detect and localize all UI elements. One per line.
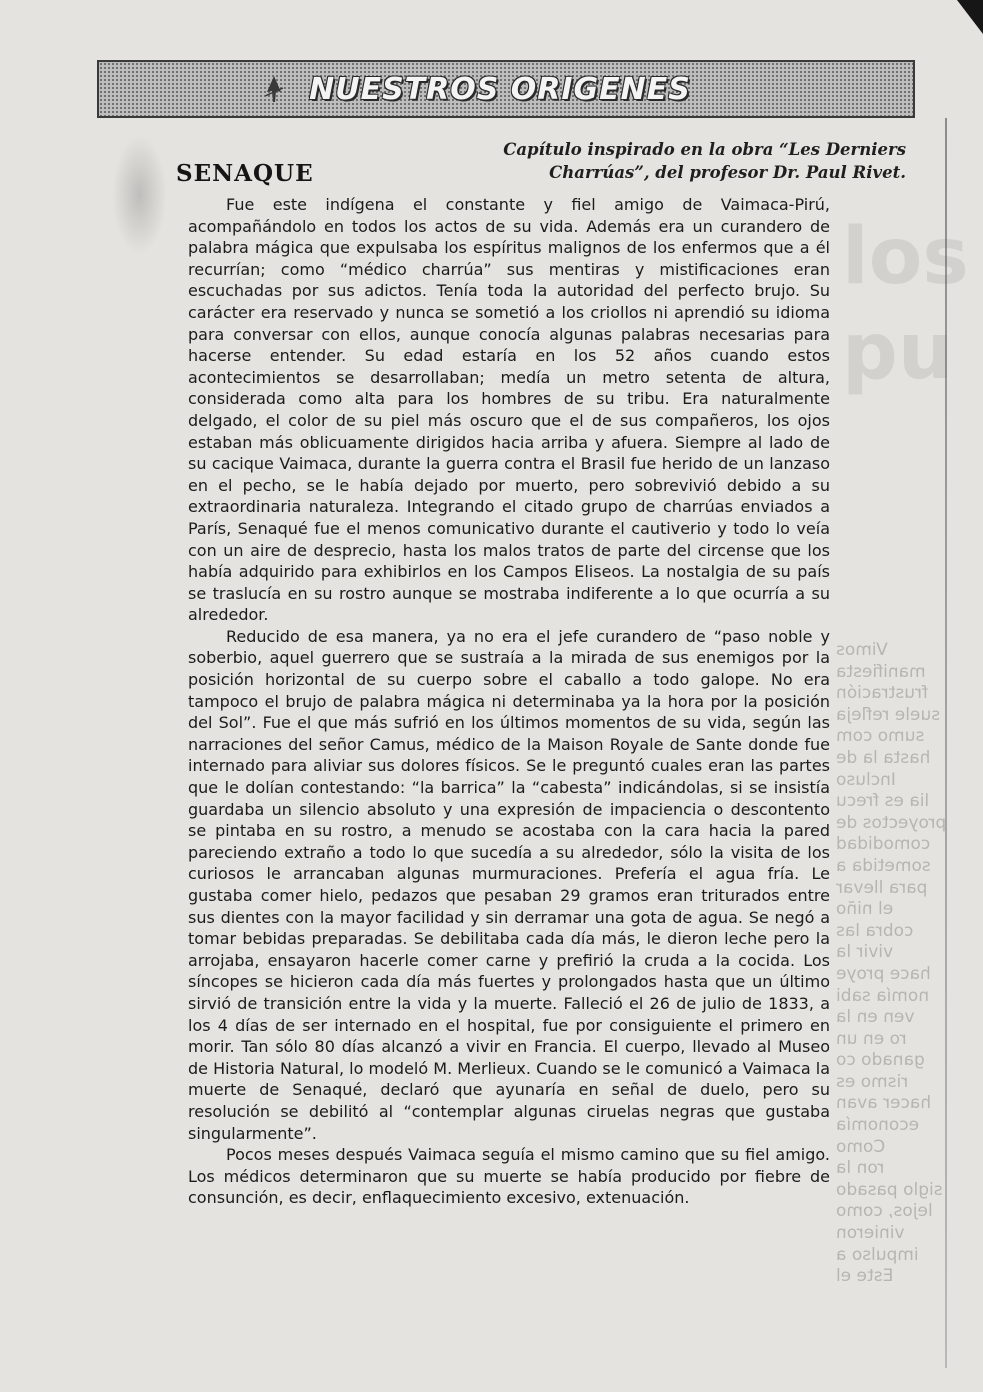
section-title: NUESTROS ORIGENES <box>309 71 691 107</box>
bleedthrough-text: Vimos manifiesta frustración suele refleja sumo com hasta la de Incluso lia es frecu proyectos de comodidad sometida a para llevar el niño cobra las vivir la hace proye nomía sabi ven en la ro en un ganado co rismo es hacer avan economía Como ron la siglo pasado lejos, como vinieron impulso a Este el <box>836 640 947 1287</box>
bleedthrough-large-text: los pu <box>842 212 969 397</box>
section-banner <box>97 60 915 118</box>
arrowhead-icon <box>261 74 287 104</box>
article-subtitle: Capítulo inspirado en la obra “Les Derniers Charrúas”, del profesor Dr. Paul Rivet. <box>503 140 906 182</box>
article-body <box>188 194 830 1209</box>
ink-smudge <box>112 135 167 255</box>
paragraph: Reducido de esa manera, ya no era el jefe curandero de “paso noble y soberbio, aquel guerrero que se sustraía a la mirada de sus enemigos por la posición horizontal de su cuerpo sobre el caballo a todo galope. No era tampoco el brujo de palabra mágica ni determinaba ya la hora por la posición del Sol”. Fue el que más sufrió en los últimos momentos de su vida, según las narraciones del señor Camus, médico de la Maison Royale de Sante donde fue internado para aliviar sus dolores físicos. Se le preguntó cuales eran las partes que le dolían contestando: “la barrica” la “cabesta” indicándolas, si se insistía guardaba un silencio absoluto y una expresión de impaciencia o descontento se pintaba en su rostro, a menudo se acostaba con la cara hacia la pared pareciendo extraño a todo lo que sucedía a su alrededor, sólo la visita de los curiosos le arrancaban algunas murmuraciones. Prefería el agua fría. Le gustaba comer hielo, pedazos que pesaban 29 gramos eran triturados entre sus dientes con la mayor facilidad y sin derramar una gota de agua. Se negó a tomar bebidas preparadas. Se debilitaba cada día más, le dieron leche pero la arrojaba, ensayaron hacerle comer carne y prefirió la cruda a la cocida. Los síncopes se hicieron cada día más fuertes y prolongados hasta que un último sirvió de transición entre la vida y la muerte. Falleció el 26 de julio de 1833, a los 4 días de ser internado en el hospital, fue por consiguiente el primero en morir. Tan sólo 80 días alcanzó a vivir en Francia. El cuerpo, llevado al Museo de Historia Natural, lo modeló M. Merlieux. Cuando se le comunicó a Vaimaca la muerte de Senaqué, declaró que ayunaría en señal de duelo, pero su resolución se debilitó al “contemplar algunas ciruelas negras que gustaba singularmente”. <box>188 626 830 1143</box>
scan-corner-shadow <box>957 0 983 34</box>
paragraph: Pocos meses después Vaimaca seguía el mismo camino que su fiel amigo. Los médicos determinaron que su muerte se había producido por fiebre de consunción, es decir, enflaquecimiento excesivo, extenuación. <box>188 1145 830 1208</box>
article-header <box>176 138 916 190</box>
paragraph: Fue este indígena el constante y fiel amigo de Vaimaca-Pirú, acompañándolo en todos los actos de su vida. Además era un curandero de palabra mágica que expulsaba los espíritus malignos de los enfermos que a él recurrían; como “médico charrúa” sus mentiras y mistificaciones eran escuchadas por sus adictos. Tenía toda la autoridad del perfecto brujo. Su carácter era reservado y nunca se sometió a los criollos ni aprendió su idioma para conversar con ellos, aunque conocía algunas palabras necesarias para hacerse entender. Su edad estaría en los 52 años cuando estos acontecimientos se desarrollaban; medía un metro setenta de altura, considerada como alta para los hombres de su tribu. Era naturalmente delgado, el color de su piel más oscuro que el de sus compañeros, los ojos estaban más oblicuamente dirigidos hacia arriba y afuera. Siempre al lado de su cacique Vaimaca, durante la guerra contra el Brasil fue herido de un lanzaso en el pecho, se le había dejado por muerto, pero sobrevivió debido a su extraordinaria naturaleza. Integrando el citado grupo de charrúas enviados a París, Senaqué fue el menos comunicativo durante el cautiverio y todo lo veía con un aire de desprecio, hasta los malos tratos de parte del circense que los había adquirido para exhibirlos en los Campos Eliseos. La nostalgia de su país se traslucía en su rostro aunque se mostraba indiferente a lo que ocurría a su alrededor. <box>188 195 830 625</box>
right-margin-rule <box>945 118 947 1368</box>
article-title: SENAQUE <box>176 160 314 187</box>
